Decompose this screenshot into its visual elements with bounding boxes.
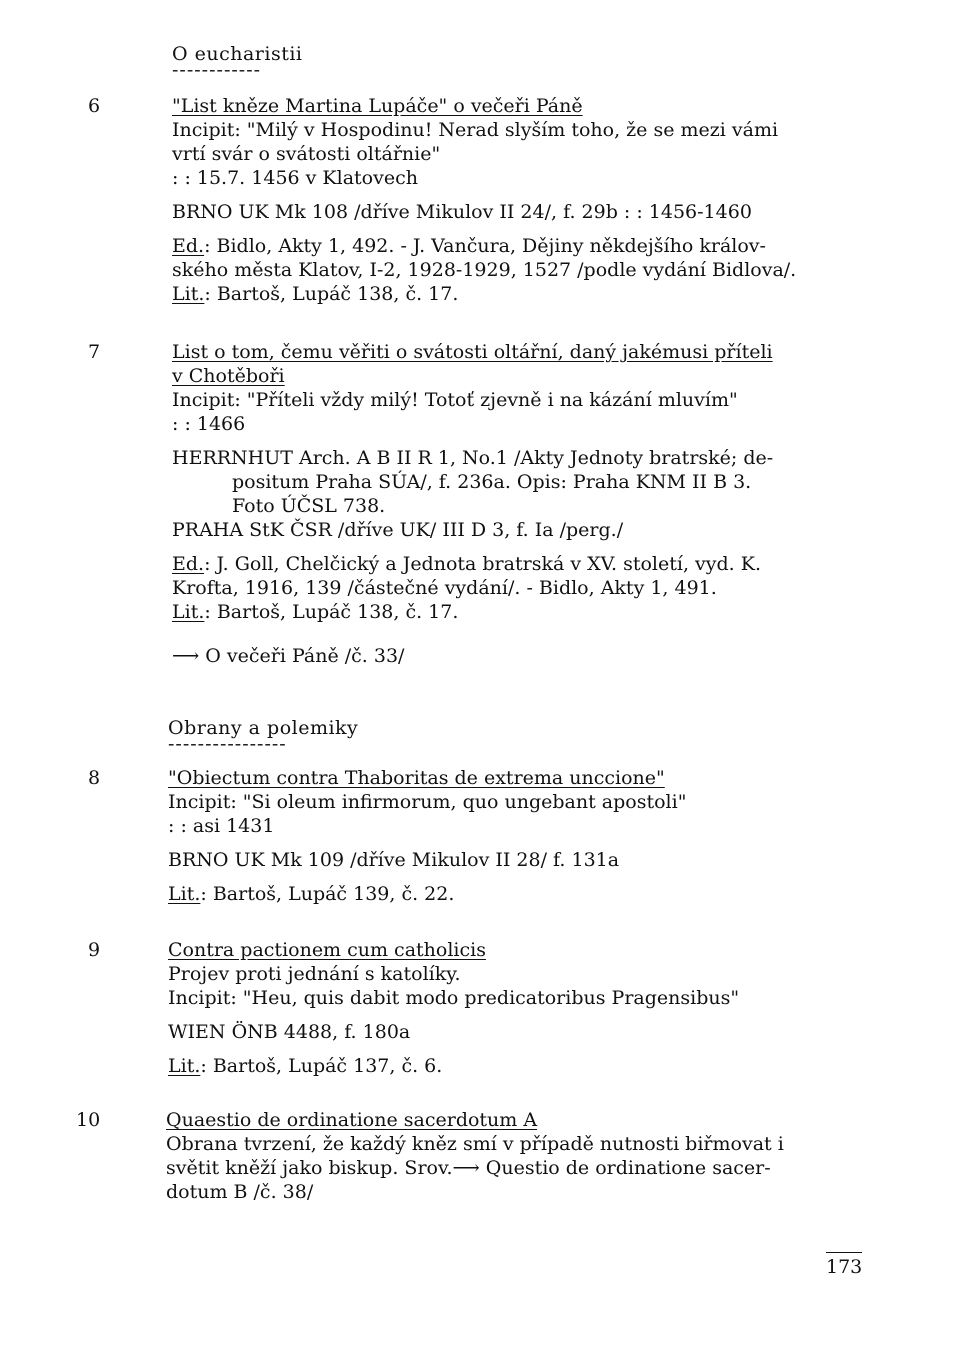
see-also-text: O večeři Páně /č. 33/ xyxy=(205,645,405,667)
lit-label: Lit. xyxy=(172,283,205,305)
page-number: 173 xyxy=(826,1252,862,1279)
literature-text: : Bartoš, Lupáč 139, č. 22. xyxy=(200,883,455,905)
ed-label: Ed. xyxy=(172,553,205,575)
manuscript-line-cont: positum Praha SÚA/, f. 236a. Opis: Praha KNM II B 3. xyxy=(232,471,752,493)
literature-text: : Bartoš, Lupáč 138, č. 17. xyxy=(204,601,459,623)
entry-body xyxy=(172,94,872,306)
entry-line: světit kněží jako biskup. Srov.⟶ Questio de ordinatione sacer- xyxy=(166,1157,771,1179)
entry-title: "List kněze Martina Lupáče" o večeři Páně xyxy=(172,95,583,117)
heading-dash-rule: ------------ xyxy=(172,59,262,81)
section-heading-text: Obrany a polemiky xyxy=(168,717,359,739)
literature-text: : Bartoš, Lupáč 138, č. 17. xyxy=(204,283,459,305)
edition-text: : Bidlo, Akty 1, 492. - J. Vančura, Dějiny někdejšího králov- xyxy=(204,235,766,257)
section-heading-text: O eucharistii xyxy=(172,43,303,65)
manuscript-line: BRNO UK Mk 108 /dříve Mikulov II 24/, f. 29b : : 1456-1460 xyxy=(172,201,752,223)
entry-number: 9 xyxy=(88,939,101,961)
manuscript-line: BRNO UK Mk 109 /dříve Mikulov II 28/ f. 131a xyxy=(168,849,620,871)
manuscript-line-cont: Foto ÚČSL 738. xyxy=(232,495,386,517)
edition-line xyxy=(172,234,872,258)
entry-title-cont: v Chotěboři xyxy=(172,365,285,387)
entry-line: Projev proti jednání s katolíky. xyxy=(168,963,461,985)
section-heading-polemics xyxy=(168,716,359,755)
heading-dash-rule: ---------------- xyxy=(168,733,287,755)
literature-line xyxy=(168,1054,868,1078)
entry-body xyxy=(172,340,872,668)
edition-line xyxy=(172,552,872,576)
edition-line-cont: Krofta, 1916, 139 /částečné vydání/. - Bidlo, Akty 1, 491. xyxy=(172,577,717,599)
entry-title: Contra pactionem cum catholicis xyxy=(168,939,486,961)
entry-line: Incipit: "Si oleum infirmorum, quo ungebant apostoli" xyxy=(168,791,687,813)
manuscript-line: HERRNHUT Arch. A B II R 1, No.1 /Akty Jednoty bratrské; de- xyxy=(172,447,774,469)
section-heading-eucharist xyxy=(172,42,303,81)
manuscript-line: WIEN ÖNB 4488, f. 180a xyxy=(168,1021,411,1043)
lit-label: Lit. xyxy=(172,601,205,623)
lit-label: Lit. xyxy=(168,883,201,905)
entry-number: 10 xyxy=(76,1109,101,1131)
entry-body xyxy=(168,766,868,906)
literature-line xyxy=(168,882,868,906)
ed-label: Ed. xyxy=(172,235,205,257)
entry-title: "Obiectum contra Thaboritas de extrema unccione" xyxy=(168,767,665,789)
entry-line: Incipit: "Příteli vždy milý! Totoť zjevně i na kázání mluvím" xyxy=(172,389,738,411)
entry-number: 7 xyxy=(88,341,101,363)
literature-line xyxy=(172,600,872,624)
entry-line: Incipit: "Heu, quis dabit modo predicatoribus Pragensibus" xyxy=(168,987,740,1009)
entry-line: Obrana tvrzení, že každý kněz smí v případě nutnosti biřmovat i xyxy=(166,1133,784,1155)
literature-line xyxy=(172,282,872,306)
entry-line: dotum B /č. 38/ xyxy=(166,1181,314,1203)
entry-line: : : asi 1431 xyxy=(168,815,275,837)
lit-label: Lit. xyxy=(168,1055,201,1077)
manuscript-line: PRAHA StK ČSR /dříve UK/ III D 3, f. Ia /perg./ xyxy=(172,519,624,541)
entry-line: vrtí svár o svátosti oltářnie" xyxy=(172,143,441,165)
entry-line: Incipit: "Milý v Hospodinu! Nerad slyším toho, že se mezi vámi xyxy=(172,119,779,141)
entry-line: : : 1466 xyxy=(172,413,246,435)
see-also-line xyxy=(172,644,872,668)
entry-title: List o tom, čemu věřiti o svátosti oltářní, daný jakémusi příteli xyxy=(172,341,773,363)
entry-body xyxy=(166,1108,866,1204)
entry-body xyxy=(168,938,868,1078)
edition-text: : J. Goll, Chelčický a Jednota bratrská v XV. století, vyd. K. xyxy=(204,553,761,575)
literature-text: : Bartoš, Lupáč 137, č. 6. xyxy=(200,1055,443,1077)
entry-title: Quaestio de ordinatione sacerdotum A xyxy=(166,1109,538,1131)
entry-number: 6 xyxy=(88,95,101,117)
entry-line: : : 15.7. 1456 v Klatovech xyxy=(172,167,418,189)
edition-line-cont: ského města Klatov, I-2, 1928-1929, 1527 /podle vydání Bidlova/. xyxy=(172,259,797,281)
entry-number: 8 xyxy=(88,767,101,789)
arrow-icon: ⟶ xyxy=(172,645,200,667)
